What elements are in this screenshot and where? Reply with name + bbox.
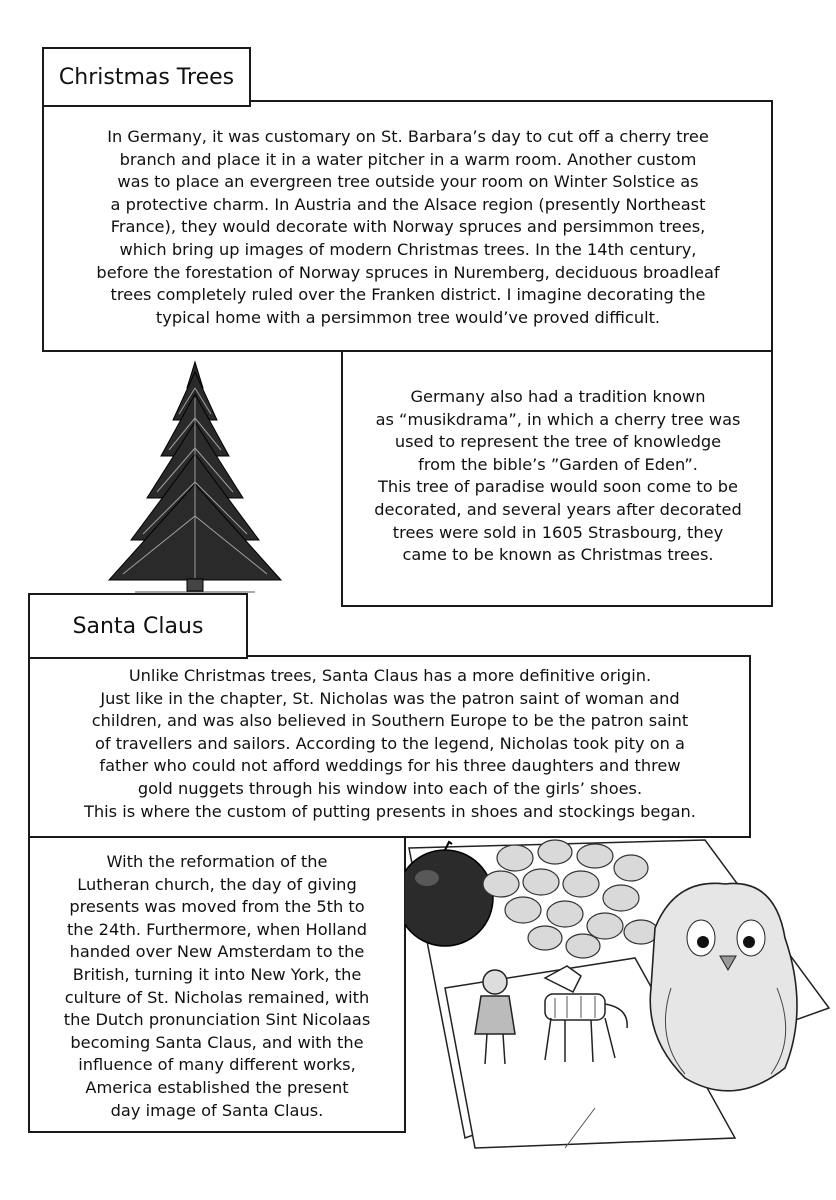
text-line: America established the present xyxy=(85,1077,349,1097)
text-line: a protective charm. In Austria and the Alsace region (presently Northeast xyxy=(110,194,706,214)
text-line: handed over New Amsterdam to the xyxy=(69,942,365,962)
owl-figure xyxy=(650,883,797,1091)
text-line: before the forestation of Norway spruces in Nuremberg, deciduous broadleaf xyxy=(96,262,720,282)
text-line: of travellers and sailors. According to the legend, Nicholas took pity on a xyxy=(95,733,685,753)
christmas-trees-paragraph-2 xyxy=(348,386,768,567)
text-line: the Dutch pronunciation Sint Nicolaas xyxy=(63,1010,371,1030)
text-line: trees completely ruled over the Franken district. I imagine decorating the xyxy=(110,285,706,305)
text-line: Lutheran church, the day of giving xyxy=(77,874,357,894)
text-line: In Germany, it was customary on St. Barbara’s day to cut off a cherry tree xyxy=(107,127,709,146)
text-line: father who could not afford weddings for his three daughters and threw xyxy=(99,756,681,776)
text-line: branch and place it in a water pitcher in a warm room. Another custom xyxy=(119,149,697,169)
text-line: This is where the custom of putting presents in shoes and stockings began. xyxy=(84,801,696,821)
text-line: presents was moved from the 5th to xyxy=(69,897,365,917)
text-line: British, turning it into New York, the xyxy=(72,964,362,984)
text-line: children, and was also believed in Southern Europe to be the patron saint xyxy=(91,711,689,731)
text-line: which bring up images of modern Christmas trees. In the 14th century, xyxy=(119,239,697,259)
christmas-tree-illustration xyxy=(95,358,295,598)
text-line: from the bible’s ”Garden of Eden”. xyxy=(418,454,698,474)
gifts-illustration xyxy=(405,838,833,1160)
text-line: as “musikdrama”, in which a cherry tree was xyxy=(375,409,741,429)
text-line: decorated, and several years after decorated xyxy=(374,499,742,519)
text-line: culture of St. Nicholas remained, with xyxy=(64,987,370,1007)
text-line: Germany also had a tradition known xyxy=(410,387,706,406)
text-line: France), they would decorate with Norway spruces and persimmon trees, xyxy=(110,217,706,237)
text-line: typical home with a persimmon tree would’ve proved difficult. xyxy=(155,307,661,327)
text-line: used to represent the tree of knowledge xyxy=(394,432,722,452)
text-line: gold nuggets through his window into each of the girls’ shoes. xyxy=(137,778,643,798)
text-line: This tree of paradise would soon come to be xyxy=(377,477,739,497)
text-line: came to be known as Christmas trees. xyxy=(402,545,714,565)
text-line: With the reformation of the xyxy=(106,852,328,871)
text-line: Just like in the chapter, St. Nicholas was the patron saint of woman and xyxy=(100,688,680,708)
text-line: becoming Santa Claus, and with the xyxy=(70,1032,364,1052)
text-line: the 24th. Furthermore, when Holland xyxy=(66,919,368,939)
text-line: was to place an evergreen tree outside your room on Winter Solstice as xyxy=(117,172,699,192)
text-line: influence of many different works, xyxy=(78,1055,356,1075)
christmas-trees-paragraph-1 xyxy=(48,126,768,329)
text-line: trees were sold in 1605 Strasbourg, they xyxy=(392,522,724,542)
santa-claus-paragraph-1 xyxy=(34,665,746,823)
text-line: day image of Santa Claus. xyxy=(110,1100,324,1120)
christmas-trees-heading: Christmas Trees xyxy=(42,47,251,107)
text-line: Unlike Christmas trees, Santa Claus has a more definitive origin. xyxy=(128,666,652,685)
santa-claus-paragraph-2 xyxy=(36,851,398,1122)
santa-claus-heading: Santa Claus xyxy=(28,593,248,659)
